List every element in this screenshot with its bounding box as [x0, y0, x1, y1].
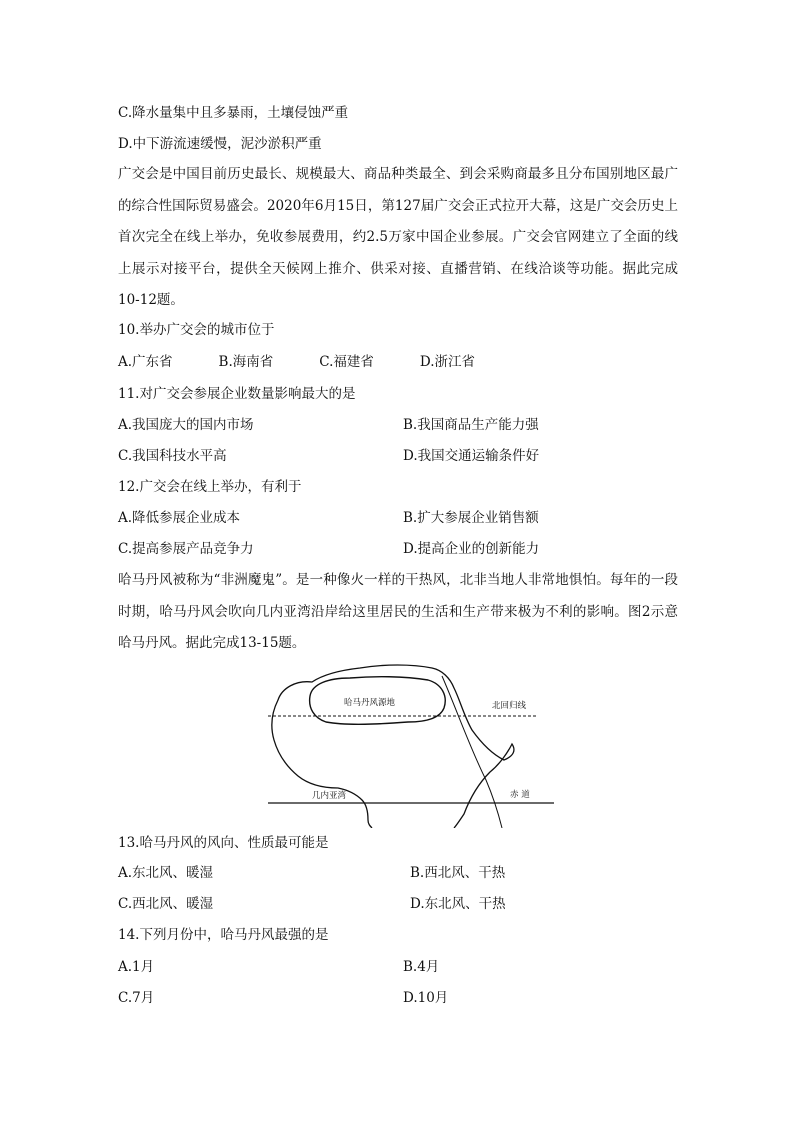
- q10-stem: 10.举办广交会的城市位于: [118, 322, 275, 338]
- q11-option-d: D.我国交通运输条件好: [403, 448, 540, 464]
- q10-option-a: A.广东省: [118, 354, 173, 370]
- wind-direction-line: [442, 676, 502, 828]
- q11-option-c: C.我国科技水平高: [118, 448, 227, 464]
- q14-option-b: B.4月: [403, 959, 440, 975]
- q14-option-c: C.7月: [118, 990, 155, 1006]
- q10-option-c: C.福建省: [319, 354, 374, 370]
- q9-option-c: C.降水量集中且多暴雨，土壤侵蚀严重: [118, 105, 349, 121]
- q13-option-a: A.东北风、暖湿: [118, 865, 214, 881]
- q11-stem: 11.对广交会参展企业数量影响最大的是: [118, 386, 356, 402]
- q10-option-d: D.浙江省: [419, 354, 476, 370]
- q12-option-d: D.提高企业的创新能力: [403, 541, 540, 557]
- q13-option-b: B.西北风、干热: [410, 865, 506, 881]
- q10-option-b: B.海南省: [218, 354, 274, 370]
- q11-option-b: B.我国商品生产能力强: [403, 417, 539, 433]
- q14-stem: 14.下列月份中，哈马丹风最强的是: [118, 927, 329, 943]
- africa-map: [264, 660, 554, 828]
- equator-label: 赤 道: [510, 790, 530, 800]
- q10-options: [118, 353, 521, 371]
- q14-option-a: A.1月: [118, 959, 155, 975]
- q13-option-c: C.西北风、暖湿: [118, 896, 214, 912]
- tropic-label: 北回归线: [492, 701, 527, 711]
- q12-option-a: A.降低参展企业成本: [118, 510, 241, 526]
- gulf-of-guinea-label: 几内亚湾: [312, 791, 347, 801]
- q13-stem: 13.哈马丹风的风向、性质最可能是: [118, 835, 329, 851]
- source-region-label: 哈马丹风源地: [344, 698, 396, 708]
- q11-option-a: A.我国庞大的国内市场: [118, 417, 254, 433]
- q12-option-c: C.提高参展产品竞争力: [118, 541, 254, 557]
- harmattan-map-figure: [264, 660, 554, 828]
- q13-option-d: D.东北风、干热: [410, 896, 506, 912]
- passage-canton-fair: 广交会是中国目前历史最长、规模最大、商品种类最全、到会采购商最多且分布国别地区最广的综合性国际贸易盛会。2020年6月15日，第127届广交会正式拉开大幕，这是广交会历史上首次完全在线上举办，免收参展费用，约2.5万家中国企业参展。广交会官网建立了全面的线上展示对接平台，提供全天候网上推介、供采对接、直播营销、在线洽谈等功能。据此完成10-12题。: [118, 166, 678, 308]
- passage-harmattan: 哈马丹风被称为“非洲魔鬼”。是一种像火一样的干热风，北非当地人非常地惧怕。每年的一段时期，哈马丹风会吹向几内亚湾沿岸给这里居民的生活和生产带来极为不利的影响。图2示意哈马丹风。据此完成13-15题。: [118, 572, 678, 651]
- q12-option-b: B.扩大参展企业销售额: [403, 510, 539, 526]
- q14-option-d: D.10月: [403, 990, 449, 1006]
- q12-stem: 12.广交会在线上举办，有利于: [118, 479, 302, 495]
- q9-option-d: D.中下游流速缓慢，泥沙淤积严重: [118, 136, 322, 152]
